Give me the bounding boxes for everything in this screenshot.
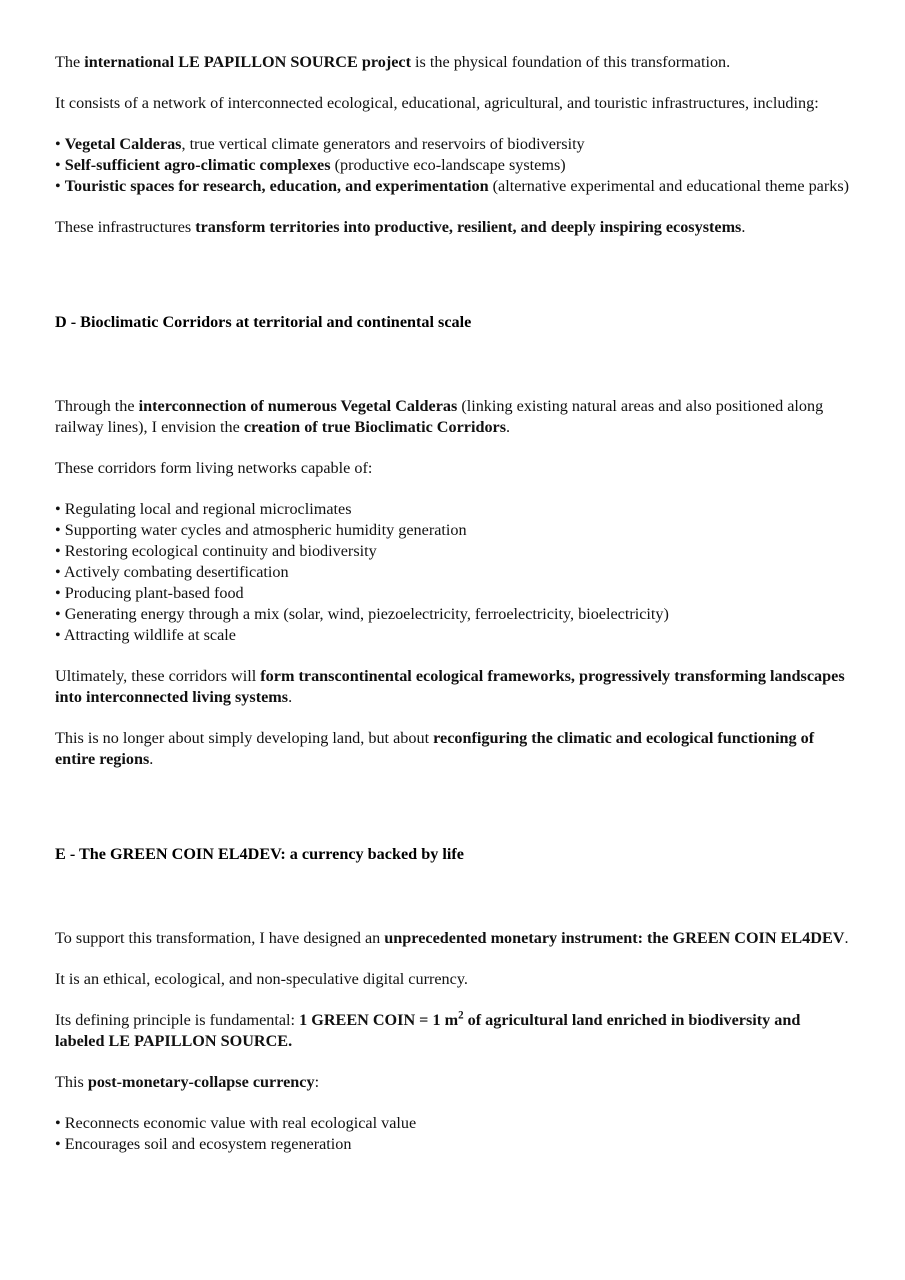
- text-run: The: [55, 53, 85, 71]
- bold-run: form transcontinental ecological frameworks, progressively transforming landscapes into interconnected living systems: [55, 667, 845, 706]
- bold-run: interconnection of numerous Vegetal Calderas: [138, 397, 458, 415]
- paragraph-network-intro: [55, 93, 850, 114]
- list-item-attracting-wildlife: [55, 625, 850, 646]
- text-run: It is an ethical, ecological, and non-speculative digital currency.: [55, 970, 468, 988]
- text-run: Through the: [55, 397, 139, 415]
- text-run: • Restoring ecological continuity and biodiversity: [55, 542, 377, 560]
- text-run: (alternative experimental and educational theme parks): [488, 177, 850, 195]
- list-item-water-cycles: [55, 520, 850, 541]
- text-run: Ultimately, these corridors will: [55, 667, 261, 685]
- paragraph-post-monetary-collapse: [55, 1072, 850, 1093]
- paragraph-transform-territories: [55, 217, 850, 238]
- list-item-combating-desertification: [55, 562, 850, 583]
- text-run: :: [314, 1073, 320, 1091]
- bold-run: Vegetal Calderas: [64, 135, 182, 153]
- text-run: • Supporting water cycles and atmospheric humidity generation: [55, 521, 467, 539]
- text-run: These corridors form living networks capable of:: [55, 459, 373, 477]
- paragraph-transcontinental-frameworks: [55, 666, 850, 708]
- bold-run: international LE PAPILLON SOURCE project: [84, 53, 411, 71]
- list-item-regulating-microclimates: [55, 499, 850, 520]
- text-run: .: [288, 688, 293, 706]
- list-currency-properties: [55, 1113, 850, 1155]
- document-body: [55, 52, 850, 1175]
- text-run: • Regulating local and regional microclimates: [55, 500, 352, 518]
- text-run: • Attracting wildlife at scale: [55, 626, 236, 644]
- text-run: (productive eco-landscape systems): [330, 156, 566, 174]
- text-run: (linking existing natural areas and also positioned along railway lines), I envision the: [55, 397, 824, 436]
- list-item-plant-based-food: [55, 583, 850, 604]
- list-item-reconnects-economic-value: [55, 1113, 850, 1134]
- bold-run: transform territories into productive, resilient, and deeply inspiring ecosystems: [195, 218, 742, 236]
- text-run: • Producing plant-based food: [55, 584, 244, 602]
- text-run: •: [55, 177, 65, 195]
- list-item-encourages-regeneration: [55, 1134, 850, 1155]
- bold-run: post-monetary-collapse currency: [87, 1073, 315, 1091]
- bold-run: E - The GREEN COIN EL4DEV: a currency backed by life: [55, 845, 464, 863]
- paragraph-defining-principle: [55, 1010, 850, 1052]
- text-run: These infrastructures: [55, 218, 196, 236]
- bold-run: Touristic spaces for research, education, and experimentation: [64, 177, 489, 195]
- paragraph-living-networks: [55, 458, 850, 479]
- text-run: .: [844, 929, 849, 947]
- bold-run: of agricultural land enriched in biodiversity and labeled LE PAPILLON SOURCE.: [55, 1011, 801, 1050]
- bold-run: creation of true Bioclimatic Corridors: [243, 418, 507, 436]
- text-run: • Generating energy through a mix (solar, wind, piezoelectricity, ferroelectricity, bioelectricity): [55, 605, 669, 623]
- text-run: • Encourages soil and ecosystem regeneration: [55, 1135, 352, 1153]
- list-item-ecological-continuity: [55, 541, 850, 562]
- spacer: [55, 258, 850, 312]
- bold-run: D - Bioclimatic Corridors at territorial and continental scale: [55, 313, 472, 331]
- text-run: • Actively combating desertification: [55, 563, 289, 581]
- list-item-touristic-spaces: [55, 176, 850, 197]
- text-run: .: [149, 750, 154, 768]
- list-infrastructures: [55, 134, 850, 197]
- bold-run: 1 GREEN COIN = 1 m: [299, 1011, 459, 1029]
- text-run: To support this transformation, I have designed an: [55, 929, 385, 947]
- bold-run: Self-sufficient agro-climatic complexes: [64, 156, 331, 174]
- paragraph-ethical-currency: [55, 969, 850, 990]
- paragraph-foundation: [55, 52, 850, 73]
- paragraph-reconfiguring-regions: [55, 728, 850, 770]
- list-item-generating-energy: [55, 604, 850, 625]
- text-run: , true vertical climate generators and reservoirs of biodiversity: [181, 135, 585, 153]
- list-corridor-capabilities: [55, 499, 850, 646]
- text-run: •: [55, 156, 65, 174]
- text-run: • Reconnects economic value with real ecological value: [55, 1114, 417, 1132]
- list-item-agro-climatic-complexes: [55, 155, 850, 176]
- text-run: .: [506, 418, 511, 436]
- bold-run: unprecedented monetary instrument: the GREEN COIN EL4DEV: [384, 929, 845, 947]
- superscript: 2: [458, 1009, 464, 1022]
- heading-section-e: [55, 844, 850, 865]
- list-item-vegetal-calderas: [55, 134, 850, 155]
- spacer: [55, 333, 850, 396]
- paragraph-monetary-instrument: [55, 928, 850, 949]
- bold-run: reconfiguring the climatic and ecological functioning of entire regions: [55, 729, 815, 768]
- text-run: Its defining principle is fundamental:: [55, 1011, 300, 1029]
- spacer: [55, 865, 850, 928]
- text-run: .: [741, 218, 746, 236]
- spacer: [55, 790, 850, 844]
- paragraph-interconnection: [55, 396, 850, 438]
- text-run: This: [55, 1073, 88, 1091]
- text-run: This is no longer about simply developing land, but about: [55, 729, 434, 747]
- text-run: is the physical foundation of this transformation.: [410, 53, 731, 71]
- text-run: It consists of a network of interconnected ecological, educational, agricultural, and touristic infrastructures, including:: [55, 94, 819, 112]
- heading-section-d: [55, 312, 850, 333]
- text-run: •: [55, 135, 65, 153]
